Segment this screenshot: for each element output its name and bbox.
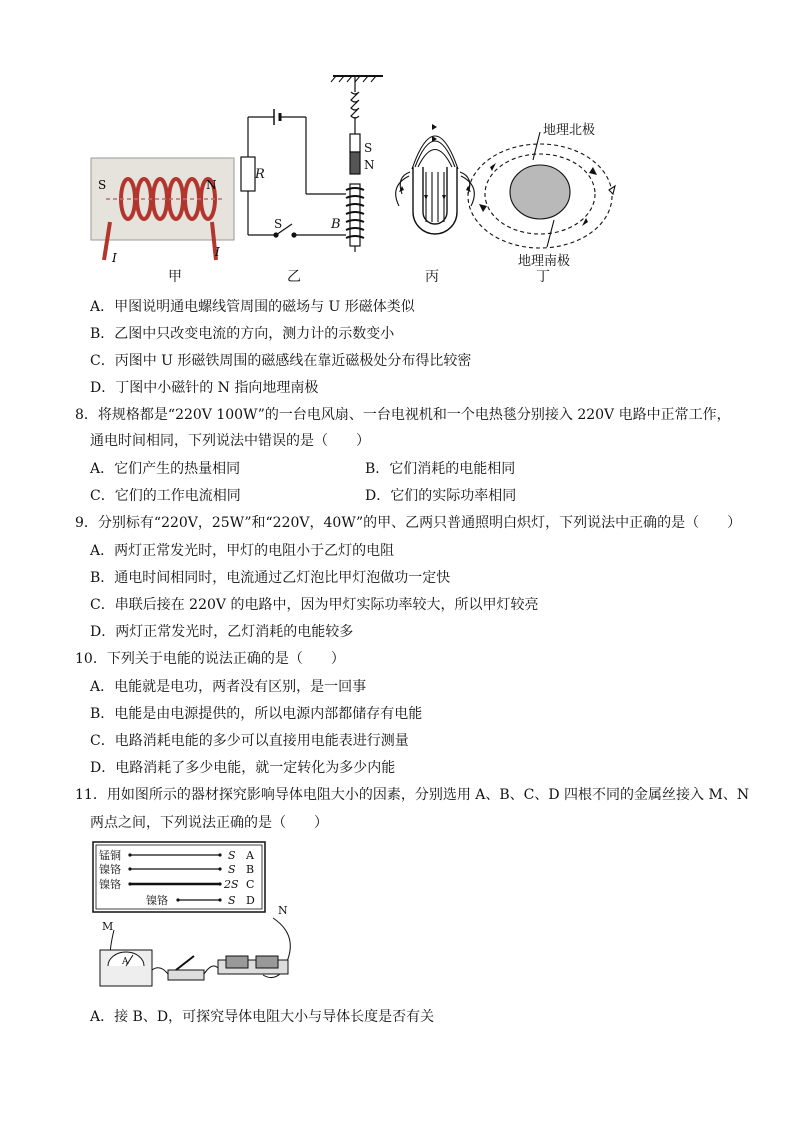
figure-yi [241, 76, 383, 252]
ding-north-label: 地理北极 [543, 123, 596, 138]
figures-row [88, 72, 628, 287]
q10-option-c: C．电路消耗电能的多少可以直接用电能表进行测量 [90, 733, 409, 749]
caption-yi: 乙 [287, 269, 301, 285]
wire-c-letter: C [246, 878, 255, 891]
earth [510, 165, 570, 219]
caption-jia: 甲 [168, 269, 182, 285]
caption-ding: 丁 [536, 269, 550, 285]
wire-b-area: S [228, 863, 236, 876]
q7-option-d: D．丁图中小磁针的 N 指向地理南极 [90, 380, 319, 396]
jia-s-label: S [98, 178, 107, 192]
figure-ding [468, 122, 615, 269]
q10-option-b: B．电能是由电源提供的，所以电源内部都储存有电能 [90, 706, 423, 722]
caption-bing: 丙 [425, 269, 439, 285]
q11-stem-line2: 两点之间，下列说法正确的是（ ） [90, 815, 328, 831]
ding-south-label: 地理南极 [518, 254, 571, 269]
wire-a-letter: A [246, 849, 254, 862]
q7-option-c: C．丙图中 U 形磁铁周围的磁感线在靠近磁极处分布得比较密 [90, 353, 472, 369]
wire-c-area: 2S [224, 878, 239, 891]
q9-option-d: D．两灯正常发光时，乙灯消耗的电能较多 [90, 624, 354, 640]
resistance-apparatus-figure [88, 838, 318, 998]
magnet-n-label: N [364, 158, 375, 172]
switch-label: S [274, 217, 283, 231]
electromagnet-label: B [331, 217, 341, 232]
jia-n-label: N [206, 178, 217, 192]
bar-magnet-s [350, 134, 360, 152]
wire-d-material: 镍铬 [146, 894, 168, 907]
wire-a-area: S [228, 849, 236, 862]
q7-option-b: B．乙图中只改变电流的方向，测力计的示数变小 [90, 326, 395, 342]
q7-option-a: A．甲图说明通电螺线管周围的磁场与 U 形磁体类似 [90, 299, 415, 315]
wire-d-area: S [228, 894, 236, 907]
q8-option-d: D．它们的实际功率相同 [365, 488, 517, 504]
switch-base [168, 970, 204, 980]
q9-option-b: B．通电时间相同时，电流通过乙灯泡比甲灯泡做功一定快 [90, 570, 451, 586]
jia-current-right: I [215, 245, 220, 259]
q9-option-c: C．串联后接在 220V 的电路中，因为甲灯实际功率较大，所以甲灯较亮 [90, 597, 539, 613]
resistor [241, 157, 255, 191]
q10-option-a: A．电能就是电功，两者没有区别，是一回事 [90, 679, 367, 695]
q8-option-a: A．它们产生的热量相同 [90, 461, 241, 477]
wire-d-letter: D [246, 894, 255, 907]
terminal-n-label: N [278, 904, 288, 917]
q10-option-d: D．电路消耗了多少电能，就一定转化为多少内能 [90, 760, 396, 776]
q8-stem-line2: 通电时间相同，下列说法中错误的是（ ） [90, 433, 370, 449]
q8-option-b: B．它们消耗的电能相同 [365, 461, 516, 477]
q9-stem: 9．分别标有“220V，25W”和“220V，40W”的甲、乙两只普通照明白炽灯，下列说法中正确的是（ ） [75, 515, 742, 531]
magnet-s-label: S [364, 141, 373, 155]
wire-b-letter: B [246, 863, 255, 876]
bar-magnet-n [350, 152, 360, 174]
wire-a-material: 锰铜 [99, 849, 121, 862]
figure-bing [396, 124, 475, 234]
figure-jia [91, 158, 234, 265]
q10-stem: 10．下列关于电能的说法正确的是（ ） [75, 651, 345, 667]
q8-option-c: C．它们的工作电流相同 [90, 488, 241, 504]
q11-option-a: A．接 B、D，可探究导体电阻大小与导体长度是否有关 [90, 1009, 435, 1025]
q9-option-a: A．两灯正常发光时，甲灯的电阻小于乙灯的电阻 [90, 543, 395, 559]
resistor-label: R [255, 167, 265, 182]
terminal-m-label: M [102, 920, 114, 933]
wire-b-material: 镍铬 [99, 863, 121, 876]
q11-stem-line1: 11．用如图所示的器材探究影响导体电阻大小的因素，分别选用 A、B、C、D 四根不同的金属丝接入 M、N [75, 787, 750, 803]
wire-c-material: 镍铬 [99, 878, 121, 891]
ammeter-label: A [122, 957, 129, 967]
jia-current-left: I [112, 251, 117, 265]
q8-stem-line1: 8．将规格都是“220V 100W”的一台电风扇、一台电视机和一个电热毯分别接入 220V 电路中正常工作， [75, 407, 731, 423]
